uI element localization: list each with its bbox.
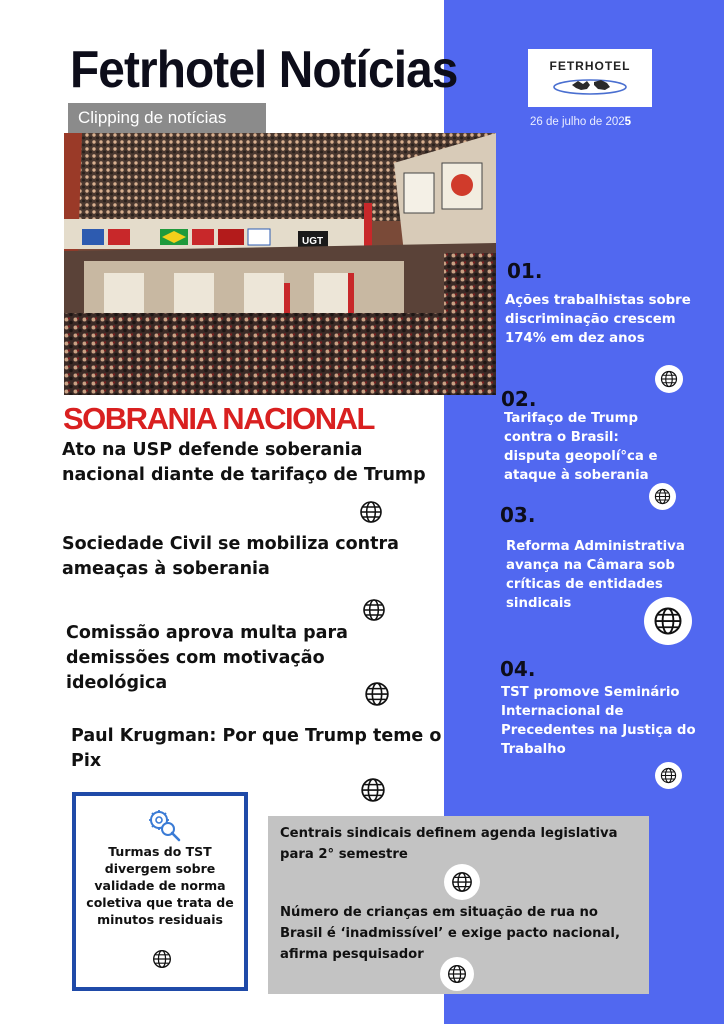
grey-headline-criancas-rua[interactable]: Número de crianças em situação de rua no Brasil é ‘inadmissível’ e exige pacto nacional, afirma pesquisador [280,905,620,962]
sidebar-number-04: 04. [500,657,536,681]
section-title-soberania: SOBRANIA NACIONAL [63,401,374,436]
sidebar-item-reforma-administrativa[interactable]: Reforma Administrativa avança na Câmara sob críticas de entidades sindicais [506,539,685,611]
globe-icon[interactable] [649,483,676,510]
globe-icon[interactable] [644,597,692,645]
headline-krugman-pix[interactable]: Paul Krugman: Por que Trump teme o Pix [71,726,442,771]
globe-icon[interactable] [361,597,387,623]
globe-icon[interactable] [655,365,683,393]
grey-news-box [268,816,649,994]
sidebar-item-acoes-trabalhistas[interactable]: Ações trabalhistas sobre discriminação crescem 174% em dez anos [505,293,691,346]
issue-date: 26 de julho de 2025 [530,116,632,128]
globe-icon[interactable] [655,762,682,789]
logo-globe-mark [550,73,630,97]
sidebar-number-01: 01. [507,259,543,283]
globe-icon[interactable] [149,946,175,972]
logo-text: FETRHOTEL [549,59,631,73]
globe-icon[interactable] [363,680,391,708]
headline-comissao-multa[interactable]: Comissão aprova multa para demissões com motivação ideológica [66,623,348,693]
tst-feature-box[interactable] [72,792,248,991]
gear-search-icon [146,808,182,842]
tst-feature-text: Turmas do TST divergem sobre validade de norma coletiva que trata de minutos residuais [86,844,234,927]
grey-headline-centrais-sindicais[interactable]: Centrais sindicais definem agenda legislativa para 2° semestre [280,826,618,862]
globe-icon[interactable] [440,957,474,991]
headline-sociedade-civil[interactable]: Sociedade Civil se mobiliza contra ameaças à soberania [62,534,399,579]
headline-usp-soberania[interactable]: Ato na USP defende soberania nacional diante de tarifaço de Trump [62,440,426,485]
sidebar-number-02: 02. [501,387,537,411]
sidebar-number-03: 03. [500,503,536,527]
sidebar-item-tst-seminario[interactable]: TST promove Seminário Internacional de Precedentes na Justiça do Trabalho [501,685,696,757]
globe-icon[interactable] [359,776,387,804]
sidebar-item-tarifaco-trump[interactable]: Tarifaço de Trump contra o Brasil: disputa geopolí°ca e ataque à soberania [504,411,658,483]
banner-ugt-text: UGT [302,236,324,247]
masthead-title: Fetrhotel Notícias [70,41,458,99]
globe-icon[interactable] [358,499,384,525]
globe-icon[interactable] [444,864,480,900]
assembly-hall-photo [64,133,496,395]
clipping-subtitle: Clipping de notícias [68,103,266,133]
fetrhotel-logo [528,49,652,107]
